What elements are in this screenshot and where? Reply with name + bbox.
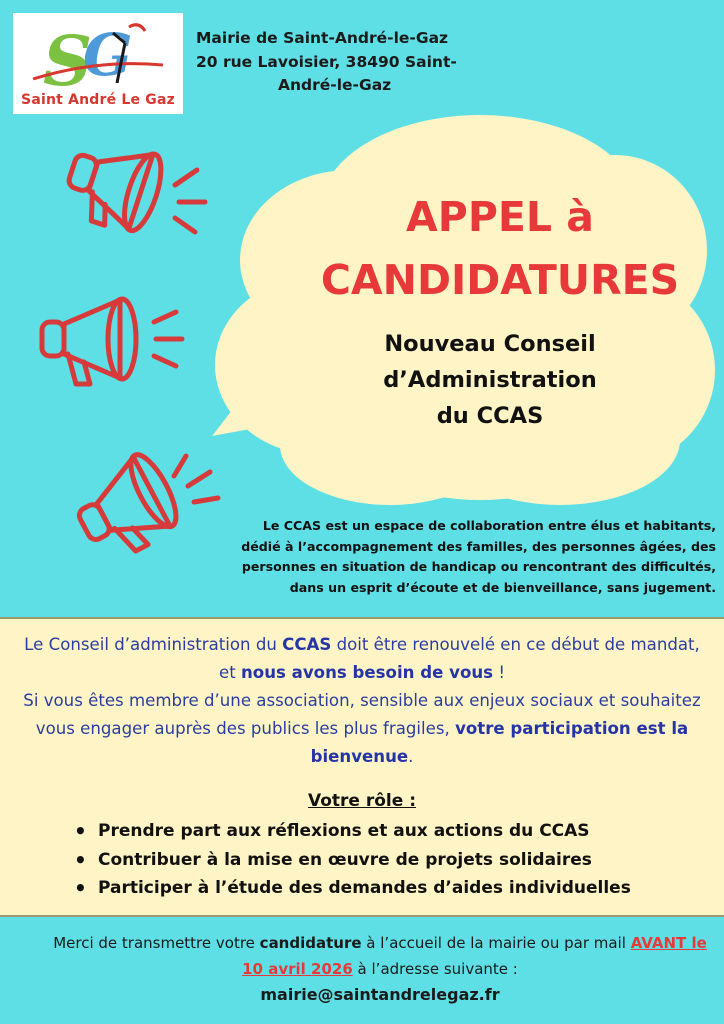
address-line-2: 20 rue Lavoisier, 38490 Saint- [196,52,457,71]
subtitle-line-2: d’Administration [383,367,597,393]
appeal-text: . [408,747,414,766]
deadline: AVANT le 10 avril 2026 [242,934,707,978]
footer-text: à l’accueil de la mairie ou par mail [361,934,631,952]
email-link[interactable]: mairie@saintandrelegaz.fr [260,985,500,1004]
appeal-emphasis: nous avons besoin de vous [240,663,494,682]
address-line-1: Mairie de Saint-André-le-Gaz [196,29,449,47]
appeal-text: Si vous êtes membre d’une association, sensible aux enjeux sociaux et souhaitez vous engager auprès des publics les plus fragiles, [23,691,701,738]
description-line-2: dédié à l’accompagnement des familles, des personnes âgées, des [241,538,716,554]
role-list [74,817,631,903]
address-line-3: André-le-Gaz [278,76,392,94]
appeal-text: ! [493,663,505,682]
appeal-emphasis: CCAS [282,635,332,654]
appeal-band [0,617,724,917]
role-item: • Participer à l’étude des demandes d’aides individuelles [74,874,631,903]
headline-line-1: APPEL à [406,193,594,241]
footer-text: à l’adresse suivante : [352,960,518,978]
ccas-description [168,516,716,598]
megaphone-icon [30,292,190,402]
appeal-text: doit être renouvelé en ce début de mandat, et [218,635,700,682]
appeal-paragraph [14,631,710,771]
footer-emphasis: candidature [259,934,362,952]
description-line-4: dans un esprit d’écoute et de bienveillance, sans jugement. [289,579,716,595]
headline [300,186,700,312]
footer-instructions [50,930,710,1008]
logo [13,13,183,114]
subtitle-line-3: du CCAS [436,403,544,429]
footer-text: Merci de transmettre votre [53,934,260,952]
role-title: Votre rôle : [307,791,416,811]
role-item: • Prendre part aux réflexions et aux actions du CCAS [74,817,631,846]
logo-g-letter: G [83,21,133,89]
logo-name: Saint André Le Gaz [21,92,175,108]
megaphone-icon [55,140,215,250]
subtitle-line-1: Nouveau Conseil [384,331,596,357]
appeal-emphasis: votre participation est la bienvenue [310,719,689,766]
subtitle [340,326,640,434]
description-line-3: personnes en situation de handicap ou rencontrant des difficultés, [241,559,716,574]
mairie-address [196,27,486,98]
logo-s-letter: S [43,22,93,102]
headline-line-2: CANDIDATURES [320,256,680,304]
role-item: • Contribuer à la mise en œuvre de projets solidaires [74,846,631,875]
description-line-1: Le CCAS est un espace de collaboration entre élus et habitants, [262,518,716,533]
appeal-text: Le Conseil d’administration du [24,635,283,654]
